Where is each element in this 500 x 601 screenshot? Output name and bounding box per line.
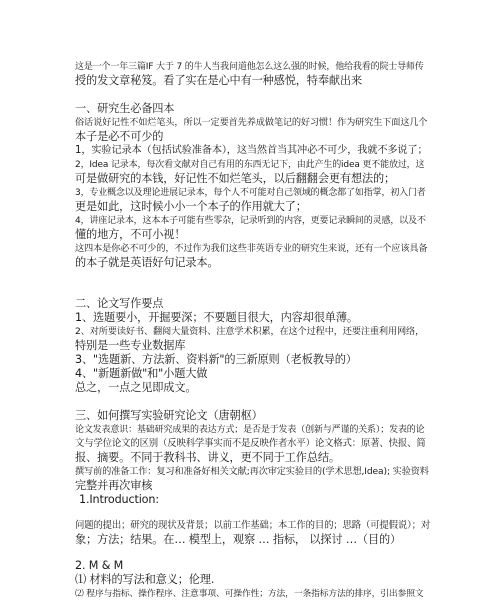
text-line: 3，专业概念以及理论进展记录本，每个人不可能对自己领域的概念都了如指掌，初入门者 xyxy=(75,188,426,198)
text-line: 懂的地方，不可小视！ xyxy=(75,228,186,241)
text-line: 可是做研究的本钱，好记性不如烂笔头，以后翻翻会更有想法的； xyxy=(75,172,396,185)
section-heading: 一、研究生必备四本 xyxy=(75,102,175,115)
text-line: ⑵ 程序与指标、操作程序、注意事项、可操作性；方法，一条指标方法的排序，引出参照文 xyxy=(75,589,424,599)
text-line: 这四本是你必不可少的，不过作为我们这些非英语专业的研究生来说，还有一个应该具备 xyxy=(75,243,428,254)
text-line: 更是如此，这时候小小一个本子的作用就大了； xyxy=(75,200,307,213)
text-line: 问题的提出；研究的现状及背景；以前工作基础；本工作的目的；思路（可提假说）；对 xyxy=(75,520,431,531)
text-line: 授的发文章秘笈。看了实在是心中有一种感悦，特奉献出来 xyxy=(75,74,362,87)
text-line: 这是一个一年三篇IF 大于 7 的牛人当我问道他怎么这么强的时候，他给我看的院士导师传 xyxy=(75,62,424,72)
text-line: 1，实验记录本（包括试验准备本），这当然首当其冲必不可少，我就不多说了； xyxy=(75,145,428,156)
text-line: 文与学位论文的区别（反映科学事实而不是反映作者水平）论文格式：原著、快报、简 xyxy=(75,438,426,449)
text-line: 撰写前的准备工作：复习和准备好相关文献;再次审定实验目的(学术思想,Idea); 实验资料 xyxy=(75,466,429,477)
text-line: 本子是必不可少的 xyxy=(75,130,164,143)
text-line: 完整并再次审核 xyxy=(75,479,153,492)
text-line: 1.Introduction: xyxy=(79,493,159,506)
text-line: 的本子就是英语好句记录本。 xyxy=(75,256,219,269)
text-line: 2、对所要读好书、翻阅大量资料、注意学术积累，在这个过程中，还要注重利用网络， xyxy=(75,326,425,337)
text-line: 1、选题要小，开掘要深；不要题目很大，内容却很单薄。 xyxy=(75,311,358,324)
text-line: 特别是一些专业数据库 xyxy=(75,339,186,352)
section-heading: 2. M & M xyxy=(75,559,124,572)
text-line: 4、"新题新做"和"小题大做 xyxy=(75,367,208,380)
text-line: 4，讲座记录本，这本本子可能有些零杂，记录听到的内容，更要记录瞬间的灵感，以及不 xyxy=(75,216,426,226)
text-line: 总之，一点之见即成文。 xyxy=(75,381,197,394)
text-line: ⑴ 材料的写法和意义；伦理. xyxy=(75,573,215,586)
text-line: 论文发表意识：基础研究成果的表达方式；是否是于发表（创新与严谨的关系）；发表的论 xyxy=(75,425,425,435)
text-line: 报、摘要。不同于教科书、讲义，更不同于工作总结。 xyxy=(75,451,340,464)
text-line: 俗话说好记性不如烂笔头，所以一定要首先养成做笔记的好习惯！作为研究生下面这几个 xyxy=(75,117,428,128)
text-line: 2，Idea 记录本，每次看文献对自己有用的东西无记下，由此产生的idea 更不能放过，这 xyxy=(75,160,425,170)
text-line: 象；方法；结果。在… 模型上，观察 … 指标， 以探讨 …（目的） xyxy=(75,533,402,546)
section-heading: 三、如何撰写实验研究论文（唐朝枢） xyxy=(75,409,263,422)
text-line: 3、"选题新、方法新、资料新"的三新原则（老板教导的） xyxy=(75,353,357,366)
section-heading: 二、论文写作要点 xyxy=(75,297,164,310)
